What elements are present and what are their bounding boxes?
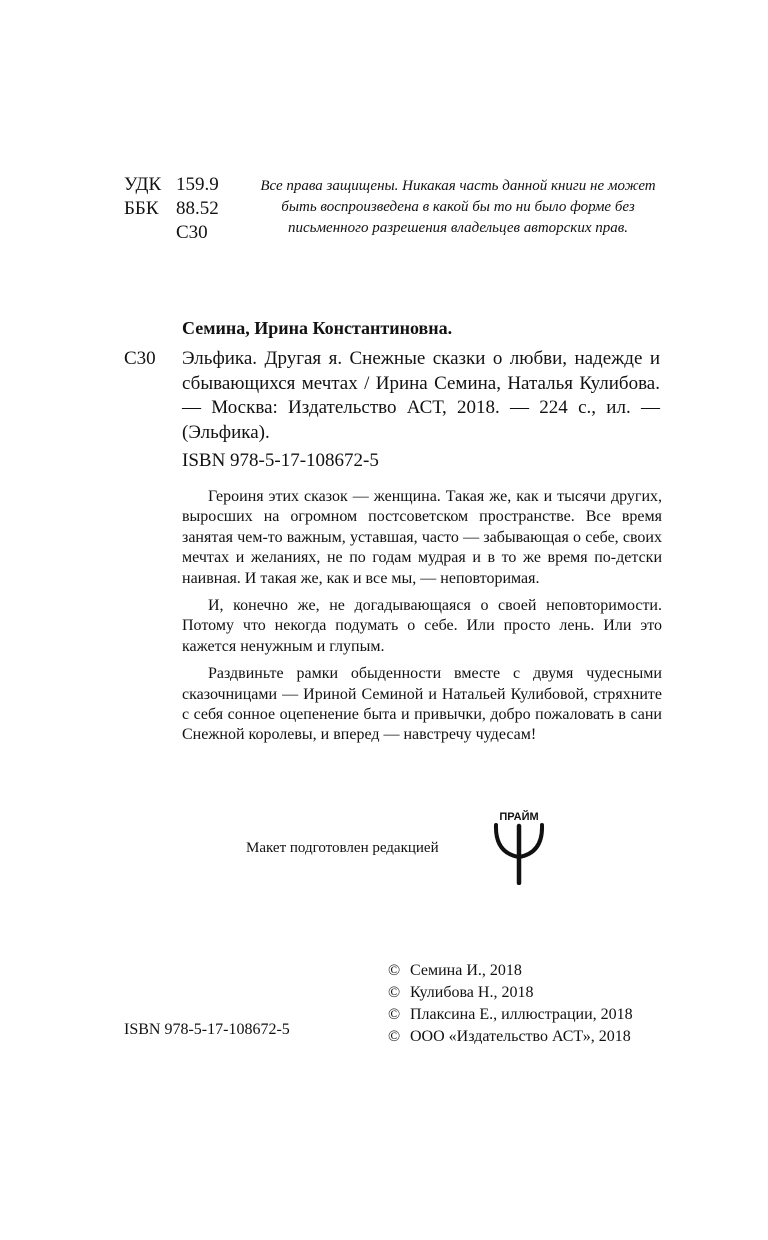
bbk-value: 88.52 <box>176 198 219 219</box>
psi-icon <box>488 809 550 885</box>
abstract-paragraph: Героиня этих сказок — женщина. Такая же, как и тысячи других, выросших на огромном постсоветском пространстве. Все время занятая чем-то важным, уставшая, часто — забывающая о себе, своих мечтах и желаниях, не по годам мудрая и в то же время по-детски наивная. И такая же, как и все мы, — неповторимая. <box>182 488 662 587</box>
copyright-line: © Семина И., 2018 <box>388 960 633 982</box>
biblio-description: Эльфика. Другая я. Снежные сказки о любви, надежде и сбывающихся мечтах / Ирина Семина, Наталья Кулибова. — Москва: Издательство АСТ, 2018. — 224 с., ил. — (Эльфика). <box>182 348 660 443</box>
isbn-main: ISBN 978-5-17-108672-5 <box>182 450 379 471</box>
copyright-list <box>388 960 633 1048</box>
udk-label: УДК <box>124 174 162 195</box>
prepared-by: Макет подготовлен редакцией <box>246 840 439 856</box>
abstract <box>182 487 662 753</box>
udk-row <box>124 173 236 197</box>
bbk-row <box>124 197 236 221</box>
abstract-paragraph: И, конечно же, не догадывающаяся о своей неповторимости. Потому что некогда подумать о себе. Или просто лень. Или это кажется ненужным и глупым. <box>182 597 662 655</box>
copyright-icon: © <box>388 962 401 979</box>
copyright-icon: © <box>388 1028 401 1045</box>
classification-block <box>124 173 236 245</box>
copyright-icon: © <box>388 1006 401 1023</box>
author-heading: Семина, Ирина Константиновна. <box>182 318 453 338</box>
isbn-bottom: ISBN 978-5-17-108672-5 <box>124 1021 290 1038</box>
biblio-code: С30 <box>124 348 156 369</box>
publisher-logo <box>488 809 550 885</box>
rights-notice: Все права защищены. Никакая часть данной книги не может быть воспроизведена в какой бы то ни было форме без письменного разрешения владельцев авторских прав. <box>260 178 656 236</box>
copyright-line: © Кулибова Н., 2018 <box>388 982 633 1004</box>
udk-value: 159.9 <box>176 174 219 195</box>
bbk-label: ББК <box>124 198 159 219</box>
abstract-paragraph: Раздвиньте рамки обыденности вместе с двумя чудесными сказочницами — Ириной Семиной и Натальей Кулибовой, стряхните с себя сонное оцепенение быта и привычки, добро пожаловать в сани Снежной королевы, и вперед — навстречу чудесам! <box>182 665 662 744</box>
author-mark-row <box>124 221 236 245</box>
copyright-line: © ООО «Издательство АСТ», 2018 <box>388 1026 633 1048</box>
author-mark: С30 <box>176 222 208 243</box>
logo-text: ПРАЙМ <box>499 811 539 823</box>
copyright-line: © Плаксина Е., иллюстрации, 2018 <box>388 1004 633 1026</box>
copyright-icon: © <box>388 984 401 1001</box>
